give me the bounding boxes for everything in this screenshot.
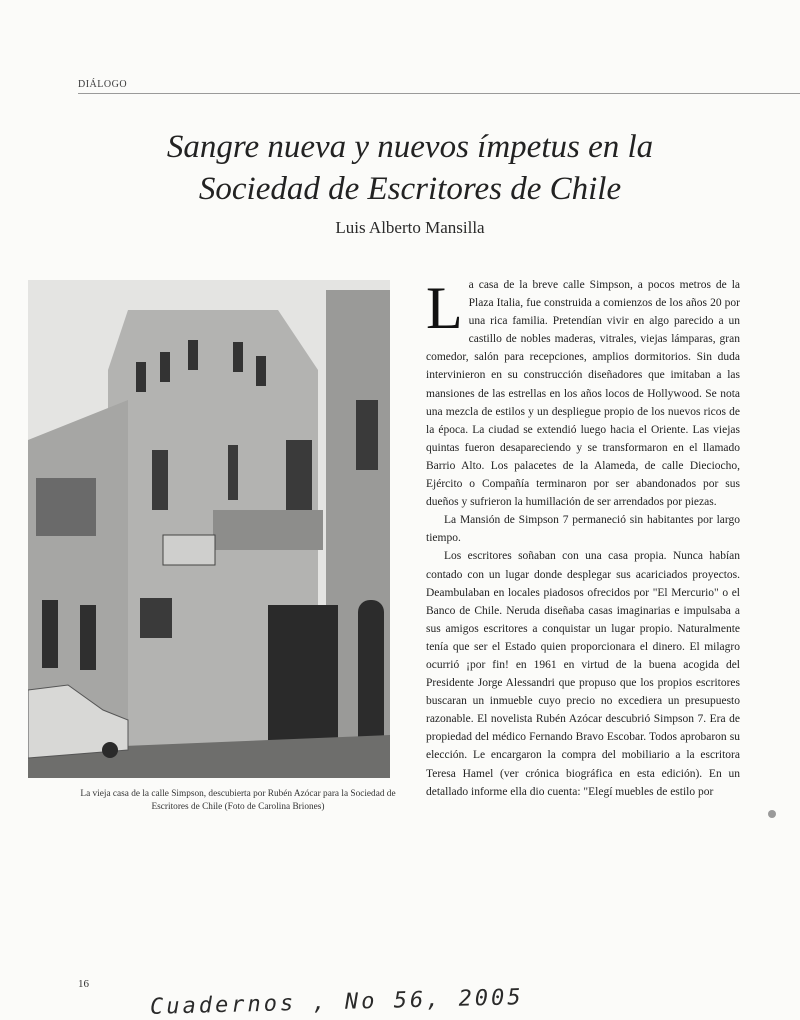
article-body [426,276,740,801]
article-author: Luis Alberto Mansilla [335,218,485,237]
paragraph-3: Los escritores soñaban con una casa propia. Nunca habían contado con un lugar donde desplegar sus acariciados proyectos. Deambulaban en locales piadosos ofrecidos por "El Mercurio" o el Banco de Chile. Neruda diseñaba casas imaginarias e impulsaba a sus amigos escritores a conquistar un lugar propio. Naturalmente tenía que ser el Estado quien proporcionara el dinero. El milagro ocurrió ¡por fin! en 1961 en virtud de la buena acogida del Presidente Jorge Alessandri que propuso que los propios escritores buscaran un inmueble cuyo precio no excediera un presupuesto razonable. El novelista Rubén Azócar descubrió Simpson 7. Era de propiedad del médico Fernando Bravo Escobar. Todos aprobaron su elección. Le encargaron la compra del mobiliario a la escritora Teresa Hamel (ver crónica biográfica en esta edición). En un detallado informe ella dio cuenta: "Elegí muebles de estilo por [426,550,740,798]
header-rule [78,93,800,94]
section-label: DIÁLOGO [78,79,128,90]
paragraph-1 [426,276,740,511]
scan-speck [768,810,776,818]
drop-cap: L [426,275,463,341]
paragraph-1-text: a casa de la breve calle Simpson, a pocos metros de la Plaza Italia, fue construida a comienzos de los años 20 por una rica familia. Pretendían vivir en algo parecido a un castillo de nobles maderas, vitrales, viejas lámparas, gran comedor, salón para recepciones, amplios dormitorios. Sin duda intervinieron en su construcción diseñadores que imitaban a las mansiones de las estrellas en los años locos de Hollywood. Se nota una mezcla de estilos y un despliegue propio de los nuevos ricos de la época. La ciudad se extendió luego hacia el Oriente. Las viejas quintas fueron desapareciendo y se transformaron en el llamado Barrio Alto. Los palacetes de la Alameda, de calle Dieciocho, Ejército o Compañía terminaron por ser abandonados por sus dueños y sufrieron la humillación de ser arrendados por piezas. [426,279,740,509]
title-line-1: Sangre nueva y nuevos ímpetus en la [166,129,654,165]
handwritten-note: Cuadernos , No 56, 2005 [149,985,524,1020]
page-number: 16 [78,978,89,990]
paragraph-2: La Mansión de Simpson 7 permaneció sin habitantes por largo tiempo. [426,514,740,545]
title-line-2: Sociedad de Escritores de Chile [198,171,622,207]
photo-caption: La vieja casa de la calle Simpson, descubierta por Rubén Azócar para la Sociedad de Escritores de Chile (Foto de Carolina Briones) [80,789,396,812]
article-title [60,126,760,210]
building-photo [28,280,390,778]
